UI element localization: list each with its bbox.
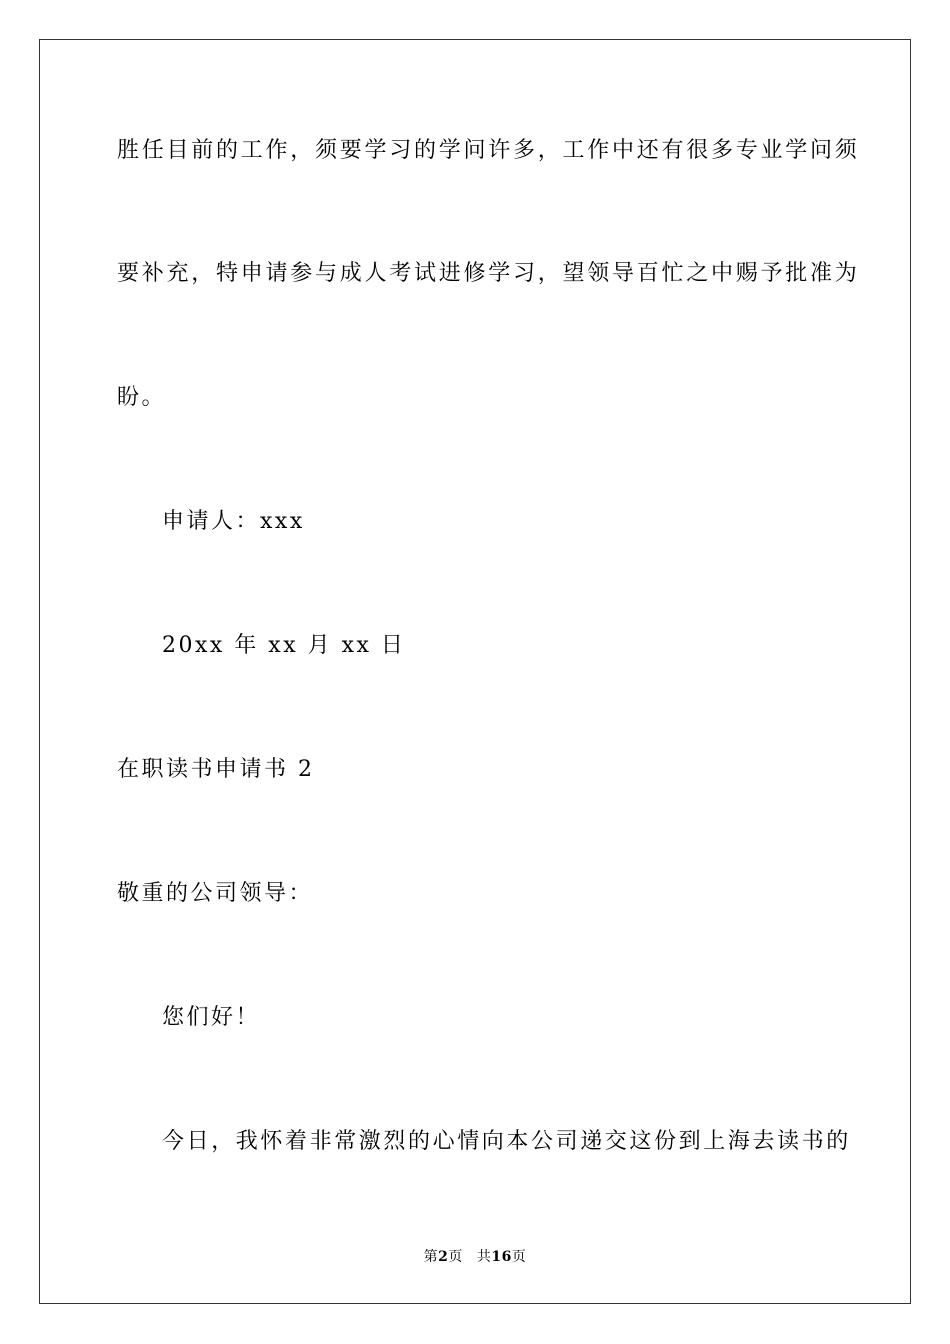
greeting: 您们好！ [162,1005,261,1030]
footer-page-number: 2 [438,1249,449,1265]
date-line: 20xx 年 xx 月 xx 日 [162,633,406,658]
section-title: 在职读书申请书 2 [117,757,315,782]
salutation: 敬重的公司领导： [117,881,314,906]
page-frame [39,39,911,1304]
body-line-3: 盼。 [117,385,167,410]
applicant-line: 申请人：xxx [162,509,305,534]
footer-total-prefix: 共 [476,1249,492,1265]
body-line-1: 胜任目前的工作，须要学习的学问许多，工作中还有很多专业学问须 [117,138,860,163]
footer-page-prefix: 第 [423,1249,439,1265]
body-line-intro: 今日，我怀着非常激烈的心情向本公司递交这份到上海去读书的 [162,1129,851,1154]
page-footer [0,1247,950,1267]
body-line-2: 要补充，特申请参与成人考试进修学习，望领导百忙之中赐予批准为 [117,261,860,286]
footer-total-pages: 16 [491,1249,512,1265]
footer-page-suffix: 页 [448,1249,463,1265]
footer-total-suffix: 页 [511,1249,527,1265]
